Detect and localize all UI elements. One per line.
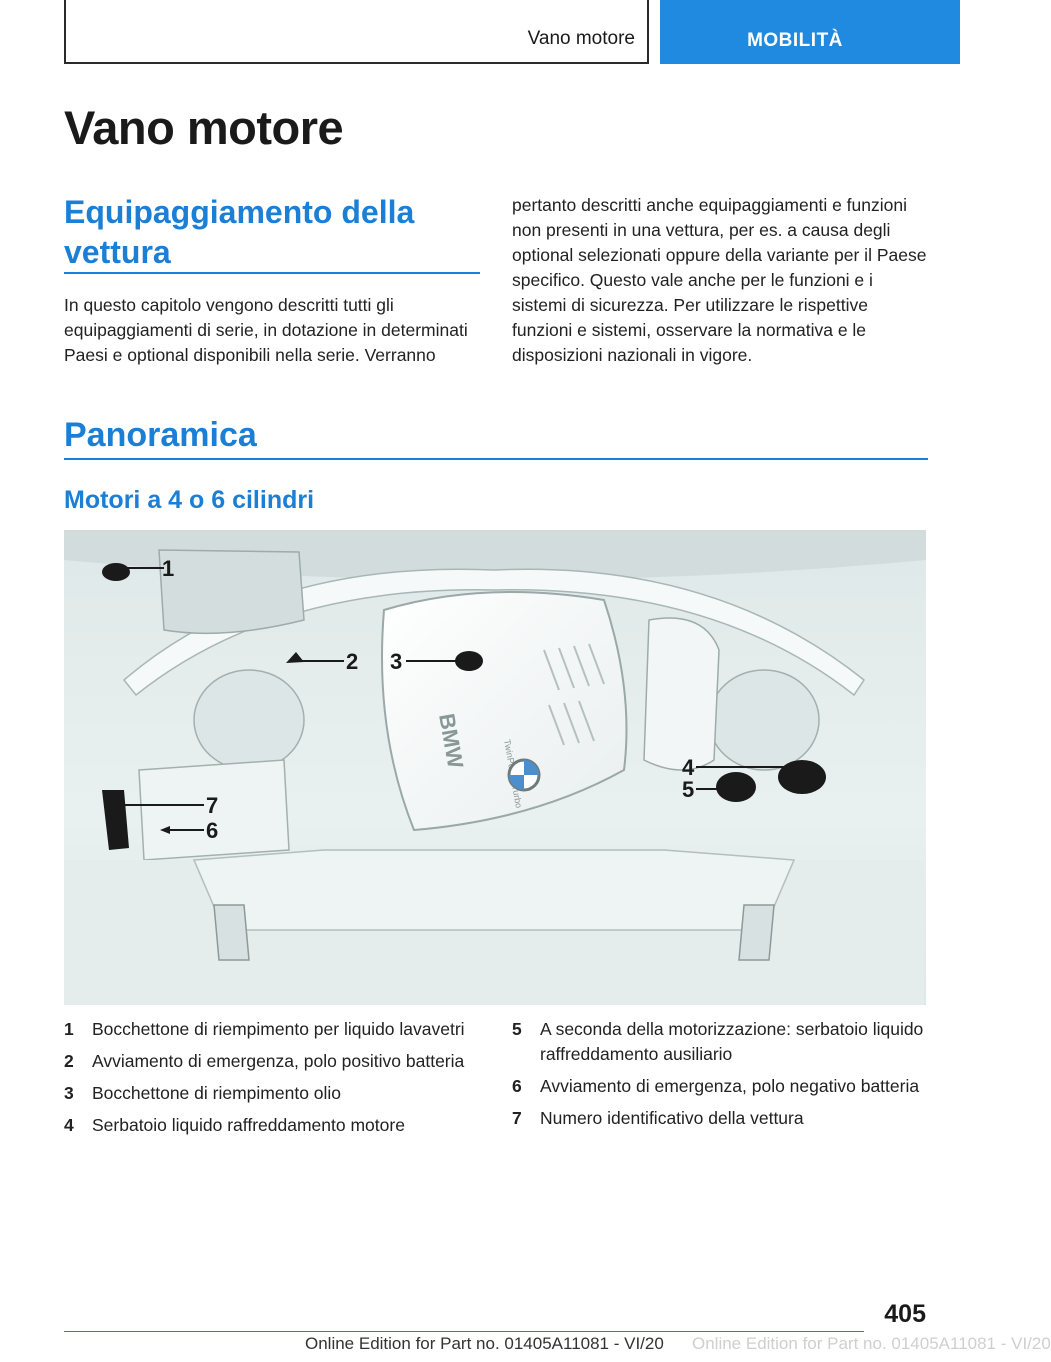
legend-number: 2 bbox=[64, 1051, 74, 1071]
radiator-cover bbox=[194, 850, 794, 930]
legend-number: 7 bbox=[512, 1108, 522, 1128]
header-chapter-title: Vano motore bbox=[527, 28, 635, 49]
subsection-title-engines: Motori a 4 o 6 cilindri bbox=[64, 486, 315, 514]
footer-watermark: Online Edition for Part no. 01405A11081 - VI/20 bbox=[692, 1334, 1051, 1353]
footer-divider bbox=[64, 1331, 864, 1332]
left-shock-tower bbox=[194, 670, 304, 770]
legend-number: 1 bbox=[64, 1019, 74, 1039]
page-title: Vano motore bbox=[64, 101, 344, 154]
callout-5: 5 bbox=[682, 777, 695, 802]
legend-item bbox=[64, 1081, 480, 1106]
page-number: 405 bbox=[884, 1300, 926, 1328]
section-title-equipment: Equipaggiamento della vettura bbox=[64, 194, 415, 270]
left-latch bbox=[214, 905, 249, 960]
legend-text: Bocchettone di riempimento per liquido lavavetri bbox=[92, 1019, 465, 1039]
legend-item bbox=[64, 1017, 480, 1042]
legend-text: Serbatoio liquido raffreddamento motore bbox=[92, 1115, 405, 1135]
callout-3: 3 bbox=[390, 649, 403, 674]
legend-item bbox=[512, 1106, 928, 1131]
legend-text: Avviamento di emergenza, polo negativo batteria bbox=[540, 1076, 920, 1096]
callout-1: 1 bbox=[162, 556, 175, 581]
legend-item bbox=[512, 1074, 928, 1099]
legend-item bbox=[64, 1113, 480, 1138]
legend-number: 6 bbox=[512, 1076, 522, 1096]
equipment-paragraph-right: pertanto descritti anche equipaggiamenti e funzioni non presenti in una vettura, per es. a causa degli optional selezionati oppure della variante per il Paese specifico. Questo vale anche per le funzioni e i sistemi di sicurezza. Per utilizzare le rispettive funzioni e sistemi, osservare la normativa e le disposizioni nazionali in vigore. bbox=[512, 195, 927, 365]
legend-text: A seconda della motorizzazione: serbatoio liquido raffreddamento ausiliario bbox=[540, 1019, 924, 1064]
callout-6: 6 bbox=[206, 818, 219, 843]
legend-text: Bocchettone di riempimento olio bbox=[92, 1083, 342, 1103]
legend-column-right bbox=[512, 1017, 928, 1138]
engine-bay-illustration bbox=[64, 530, 926, 1005]
section-title-overview: Panoramica bbox=[64, 416, 257, 454]
aux-coolant-cap bbox=[716, 772, 756, 802]
callout-4: 4 bbox=[682, 755, 695, 780]
legend-number: 4 bbox=[64, 1115, 74, 1135]
washer-fluid-cap bbox=[102, 563, 130, 581]
engine-label-text: TwinPower Turbo bbox=[502, 738, 524, 809]
legend-number: 3 bbox=[64, 1083, 74, 1103]
right-reservoir bbox=[644, 618, 719, 770]
intake-mesh bbox=[159, 550, 304, 633]
equipment-paragraph-left: In questo capitolo vengono descritti tutti gli equipaggiamenti di serie, in dotazione in determinati Paesi e optional disponibili nella serie. Verranno bbox=[64, 295, 468, 365]
legend-column-left bbox=[64, 1017, 480, 1145]
overview-divider bbox=[64, 458, 928, 460]
legend-text: Avviamento di emergenza, polo positivo batteria bbox=[92, 1051, 465, 1071]
engine-bay-figure bbox=[64, 530, 926, 1005]
header-category-label: MOBILITÀ bbox=[747, 30, 843, 51]
header-category-tab[interactable] bbox=[660, 0, 960, 64]
legend-number: 5 bbox=[512, 1019, 522, 1039]
footer-edition: Online Edition for Part no. 01405A11081 - VI/20 bbox=[305, 1334, 664, 1353]
legend-item bbox=[64, 1049, 480, 1074]
header-chapter-tab bbox=[64, 0, 649, 64]
callout-7: 7 bbox=[206, 793, 219, 818]
legend-item bbox=[512, 1017, 928, 1067]
brand-text: BMW bbox=[434, 711, 469, 771]
section-divider bbox=[64, 272, 480, 274]
coolant-reservoir-cap bbox=[778, 760, 826, 794]
right-latch bbox=[739, 905, 774, 960]
callout-2: 2 bbox=[346, 649, 359, 674]
legend-text: Numero identificativo della vettura bbox=[540, 1108, 804, 1128]
right-shock-tower bbox=[709, 670, 819, 770]
